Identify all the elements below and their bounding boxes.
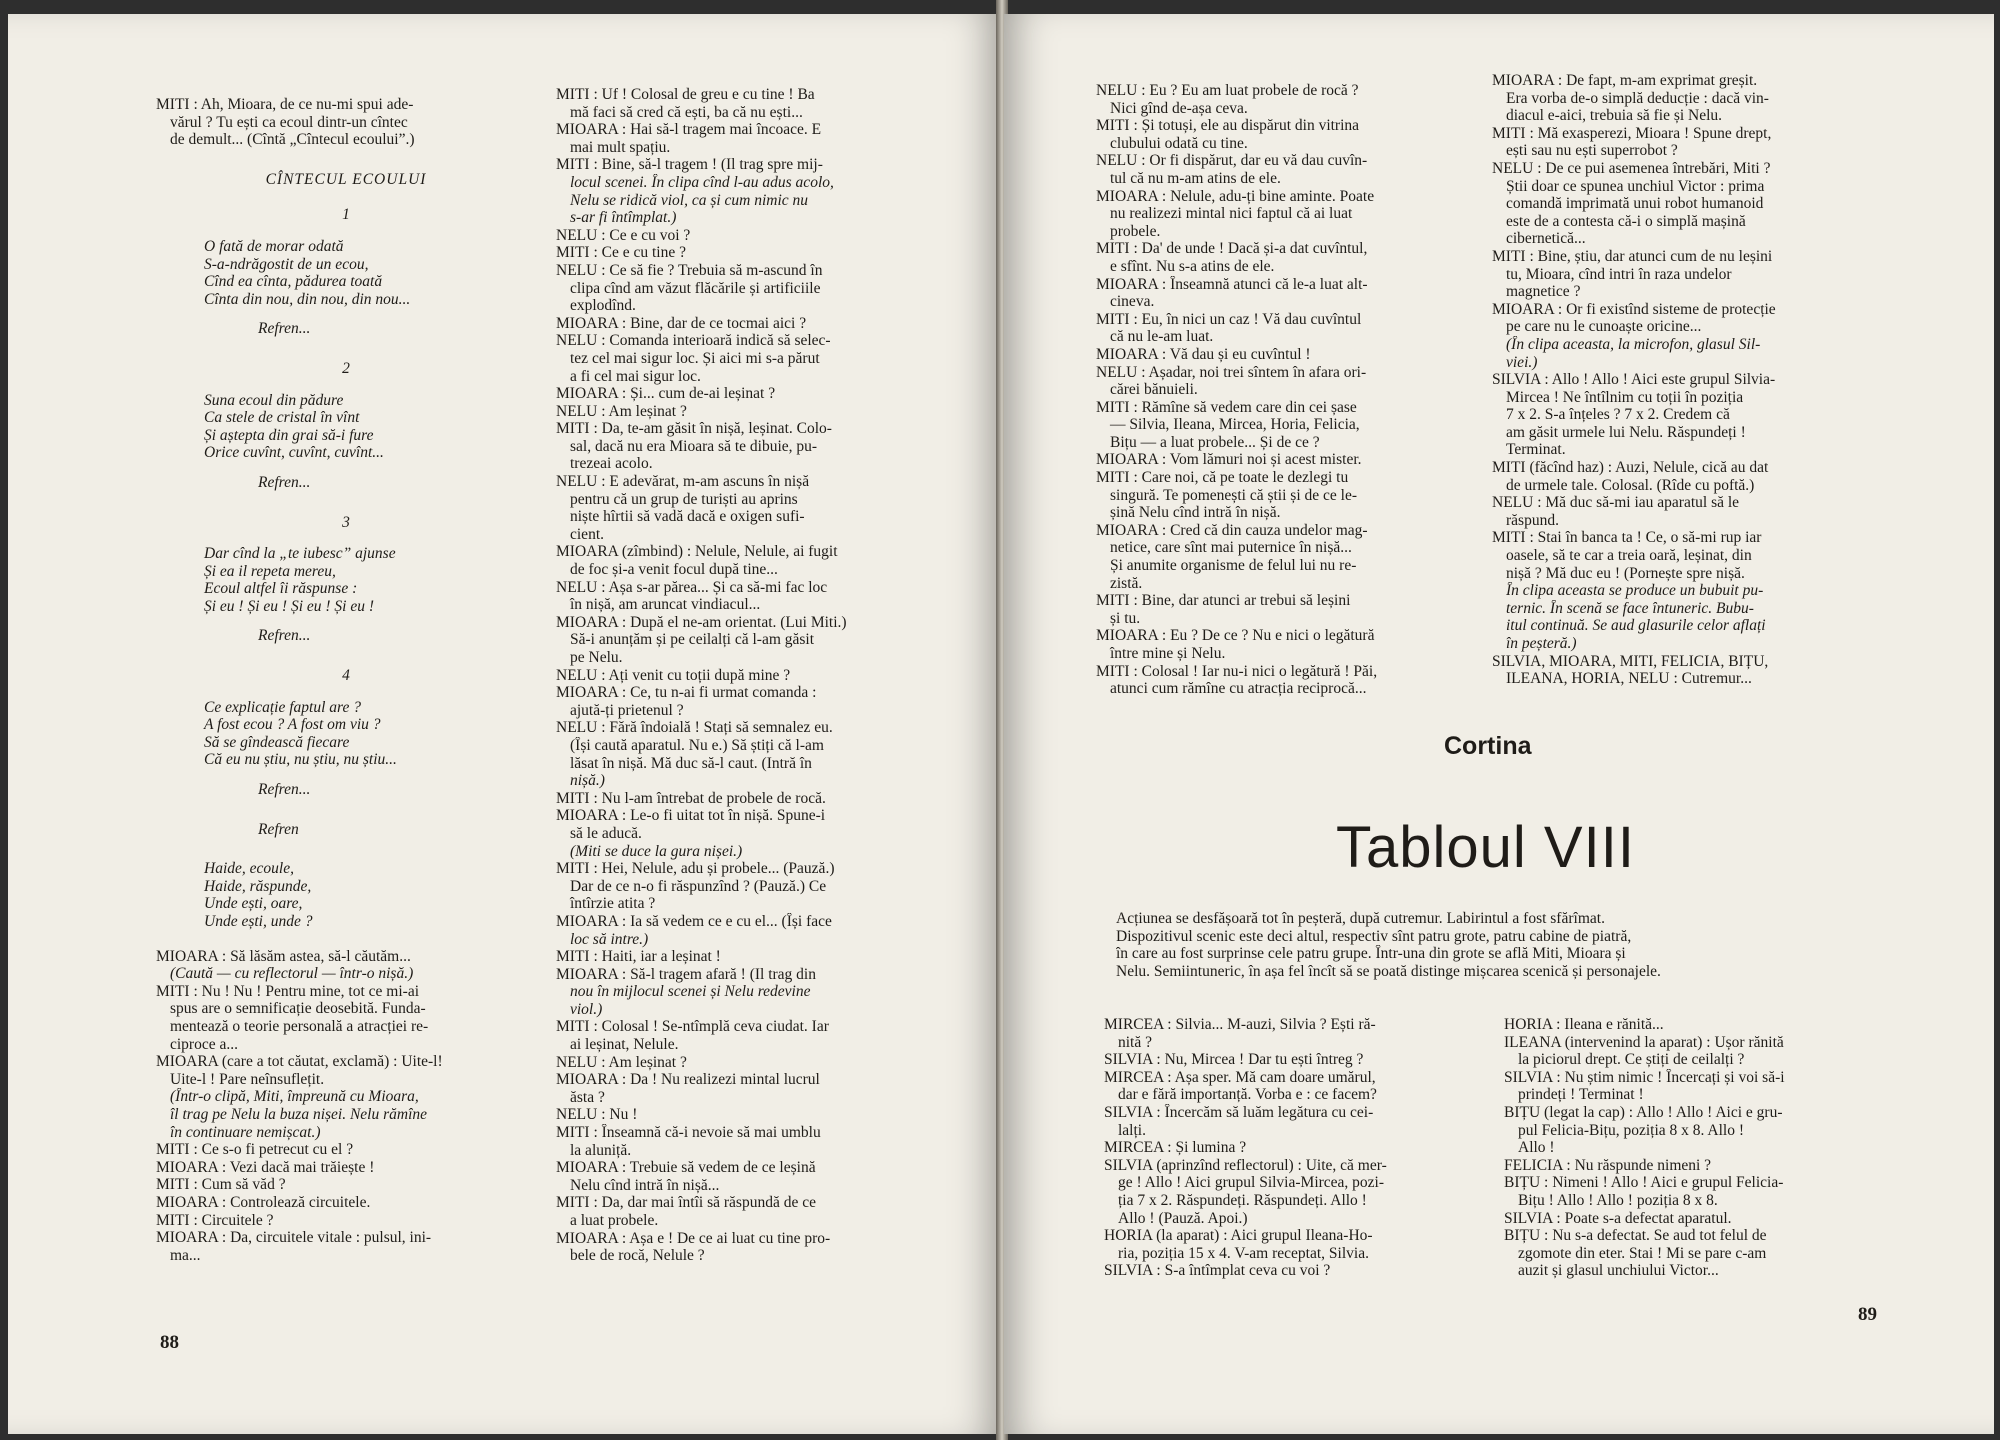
text-line: MITI (făcînd haz) : Auzi, Nelule, cică au dat bbox=[1492, 459, 1769, 477]
page-number-right: 89 bbox=[1858, 1304, 1877, 1325]
text-line: ai leșinat, Nelule. bbox=[570, 1036, 679, 1054]
poem-line: Să se gîndească fiecare bbox=[204, 733, 350, 751]
text-line: între mine și Nelu. bbox=[1110, 645, 1226, 662]
text-line: Allo ! bbox=[1518, 1139, 1555, 1157]
text-line: lăsat în nișă. Mă duc să-l caut. (Intră în bbox=[570, 754, 812, 772]
poem-line: Dar cînd la „te iubesc” ajunse bbox=[204, 545, 396, 563]
text-line: am găsit urmele lui Nelu. Răspundeți ! bbox=[1506, 423, 1746, 441]
text-line: cient. bbox=[570, 525, 604, 543]
text-line: clubului odată cu tine. bbox=[1110, 134, 1248, 152]
poem-line: A fost ecou ? A fost om viu ? bbox=[204, 716, 381, 734]
text-line: MIOARA : Eu ? De ce ? Nu e nici o legătură bbox=[1096, 627, 1375, 645]
text-line: de demult... (Cîntă „Cîntecul ecoului”.) bbox=[170, 131, 415, 149]
text-line: Terminat. bbox=[1506, 441, 1566, 459]
text-line: NELU : Așadar, noi trei sîntem în afara ori- bbox=[1096, 363, 1367, 381]
text-line: ge ! Allo ! Aici grupul Silvia-Mircea, pozi- bbox=[1118, 1174, 1385, 1192]
poem-line: S-a-ndrăgostit de un ecou, bbox=[204, 255, 369, 273]
text-line: de urmele tale. Colosal. (Rîde cu poftă.) bbox=[1506, 476, 1755, 494]
text-line: auzit și glasul unchiului Victor... bbox=[1518, 1262, 1719, 1280]
poem-line: Ca stele de cristal în vînt bbox=[204, 409, 360, 427]
left-page bbox=[8, 14, 1000, 1434]
tablou-heading: Tabloul VIII bbox=[1336, 815, 1635, 880]
text-line: lalți. bbox=[1118, 1121, 1146, 1139]
text-line: la aluniță. bbox=[570, 1141, 632, 1159]
text-line: nu realizezi mintal nici faptul că ai luat bbox=[1110, 205, 1353, 223]
text-line: în peșteră.) bbox=[1506, 635, 1577, 652]
text-line: MIOARA : Să lăsăm astea, să-l căutăm... bbox=[156, 947, 411, 965]
text-line: MIRCEA : Așa sper. Mă cam doare umărul, bbox=[1104, 1068, 1376, 1086]
right-column-4 bbox=[1504, 1016, 1884, 1280]
text-line: NELU : Am leșinat ? bbox=[556, 402, 687, 420]
text-line: nișă.) bbox=[570, 772, 605, 790]
text-line: șină Nelu cînd intră în nișă. bbox=[1110, 504, 1281, 522]
text-line: ești sau nu ești superrobot ? bbox=[1506, 142, 1678, 160]
text-line: MITI : Uf ! Colosal de greu e cu tine ! Ba bbox=[556, 86, 815, 103]
text-line: nou în mijlocul scenei și Nelu redevine bbox=[570, 983, 811, 1001]
text-line: MITI : Nu ! Nu ! Pentru mine, tot ce mi-ai bbox=[156, 982, 420, 1000]
text-line: (Miti se duce la gura nișei.) bbox=[570, 842, 743, 860]
text-line: MIOARA : După el ne-am orientat. (Lui Miti.) bbox=[556, 613, 847, 631]
stanza-number: 4 bbox=[342, 667, 350, 685]
intro-line: Dispozitivul scenic este deci altul, respectiv sînt patru grote, patru cabine de piatră, bbox=[1116, 927, 1632, 945]
text-line: MITI : Ce e cu tine ? bbox=[556, 244, 686, 262]
poem-line: O fată de morar odată bbox=[204, 237, 344, 255]
text-line: MIRCEA : Silvia... M-auzi, Silvia ? Ești ră- bbox=[1104, 1016, 1376, 1033]
text-line: (Caută — cu reflectorul — într-o nișă.) bbox=[170, 965, 414, 983]
refren-line: Unde ești, unde ? bbox=[204, 913, 313, 930]
text-line: MIOARA : Înseamnă atunci că le-a luat alt- bbox=[1096, 275, 1368, 293]
text-line: de foc și-a venit focul după tine... bbox=[570, 561, 778, 579]
left-column-2 bbox=[556, 86, 936, 1265]
song-title: CÎNTECUL ECOULUI bbox=[265, 170, 427, 188]
refren-title: Refren bbox=[258, 820, 299, 838]
text-line: MIOARA : Să-l tragem afară ! (Il trag din bbox=[556, 965, 816, 983]
text-line: pe care nu le cunoaște oricine... bbox=[1506, 318, 1702, 336]
text-line: (În clipa aceasta, la microfon, glasul Sil- bbox=[1506, 335, 1761, 353]
text-line: MIOARA : Hai să-l tragem mai încoace. E bbox=[556, 121, 822, 139]
text-line: ria, poziția 15 x 4. V-am receptat, Silvia. bbox=[1118, 1244, 1369, 1262]
refren-label: Refren... bbox=[258, 320, 311, 338]
text-line: Uite-l ! Pare neînsuflețit. bbox=[170, 1070, 325, 1088]
text-line: magnetice ? bbox=[1506, 283, 1581, 301]
refren-line: Haide, ecoule, bbox=[204, 860, 294, 878]
text-line: zistă. bbox=[1110, 574, 1143, 592]
text-line: nișă ? Mă duc eu ! (Pornește spre nișă. bbox=[1506, 564, 1745, 582]
text-line: MITI : Circuitele ? bbox=[156, 1211, 274, 1229]
spacer bbox=[156, 931, 536, 948]
text-line: MIOARA (zîmbind) : Nelule, Nelule, ai fugit bbox=[556, 543, 838, 561]
refren-label: Refren... bbox=[258, 627, 311, 645]
text-line: Nelu se ridică viol, ca și cum nimic nu bbox=[570, 191, 809, 209]
text-line: răspund. bbox=[1506, 511, 1559, 529]
poem-line: Suna ecoul din pădure bbox=[204, 391, 344, 409]
text-line: MITI : Mă exasperezi, Mioara ! Spune drept, bbox=[1492, 124, 1772, 142]
text-line: SILVIA (aprinzînd reflectorul) : Uite, că mer- bbox=[1104, 1156, 1387, 1174]
text-line: SILVIA : Încercăm să luăm legătura cu cei- bbox=[1104, 1103, 1374, 1121]
text-line: tul că nu m-am atins de ele. bbox=[1110, 169, 1281, 187]
text-line: itul continuă. Se aud glasurile celor aflați bbox=[1506, 617, 1766, 635]
text-line: 7 x 2. S-a înțeles ? 7 x 2. Credem că bbox=[1506, 406, 1730, 424]
scene-intro bbox=[1116, 910, 1866, 980]
text-line: MIOARA : De fapt, m-am exprimat greșit. bbox=[1492, 72, 1758, 89]
text-line: să le aducă. bbox=[570, 824, 642, 842]
text-line: ăsta ? bbox=[570, 1088, 605, 1106]
right-column-2 bbox=[1492, 72, 1872, 688]
text-line: MIOARA : Da ! Nu realizezi mintal lucrul bbox=[556, 1071, 820, 1089]
text-line: mentează o teorie personală a atracției re- bbox=[170, 1017, 429, 1035]
text-line: trezeai acolo. bbox=[570, 455, 653, 473]
text-line: cineva. bbox=[1110, 293, 1155, 311]
text-line: NELU : Or fi dispărut, dar eu vă dau cuvîn- bbox=[1096, 152, 1368, 170]
poem-line: Că eu nu știu, nu știu, nu știu... bbox=[204, 751, 397, 769]
text-line: MIRCEA : Și lumina ? bbox=[1104, 1139, 1247, 1157]
left-column-1 bbox=[156, 96, 536, 1264]
text-line: În clipa aceasta se produce un bubuit pu- bbox=[1506, 582, 1764, 600]
text-line: netice, care sînt mai puternice în nișă... bbox=[1110, 539, 1352, 557]
text-line: MITI : Rămîne să vedem care din cei șase bbox=[1096, 398, 1357, 416]
poem-line: Ecoul altfel îi răspunse : bbox=[204, 580, 358, 598]
text-line: NELU : Așa s-ar părea... Și ca să-mi fac loc bbox=[556, 578, 828, 596]
text-line: MIOARA : Și... cum de-ai leșinat ? bbox=[556, 385, 776, 403]
text-line: MIOARA : Trebuie să vedem de ce leșină bbox=[556, 1159, 816, 1177]
text-line: MITI : Bine, dar atunci ar trebui să leșini bbox=[1096, 592, 1351, 610]
text-line: MIOARA : Or fi existînd sisteme de protecție bbox=[1492, 300, 1776, 318]
stanza-number: 3 bbox=[342, 513, 350, 531]
text-line: MITI : Ce s-o fi petrecut cu el ? bbox=[156, 1141, 354, 1159]
text-line: SILVIA : Nu știm nimic ! Încercați și voi să-i bbox=[1504, 1068, 1785, 1086]
text-line: dar e fără importanță. Vorba e : ce facem? bbox=[1118, 1086, 1377, 1104]
text-line: NELU : Fără îndoială ! Stați să semnalez eu. bbox=[556, 719, 833, 737]
intro-line: în care au fost surprinse cele patru grupe. Într-una din grote se află Miti, Mioara și bbox=[1116, 945, 1626, 963]
text-line: MIOARA : Nelule, adu-ți bine aminte. Poate bbox=[1096, 187, 1375, 205]
text-line: Nici gînd de-așa ceva. bbox=[1110, 99, 1248, 117]
text-line: mai mult spațiu. bbox=[570, 138, 671, 156]
text-line: Nelu cînd intră în nișă... bbox=[570, 1176, 720, 1194]
text-line: MITI : Și totuși, ele au dispărut din vitrina bbox=[1096, 117, 1360, 135]
text-line: MITI : Hei, Nelule, adu și probele... (Pauză.) bbox=[556, 860, 835, 878]
text-line: a fi cel mai sigur loc. bbox=[570, 367, 701, 385]
text-line: în nișă, am aruncat vindiacul... bbox=[570, 596, 761, 614]
text-line: NELU : Ce să fie ? Trebuia să m-ascund în bbox=[556, 261, 823, 279]
text-line: tez cel mai sigur loc. Și aici mi s-a părut bbox=[570, 349, 820, 367]
text-line: NELU : Ce e cu voi ? bbox=[556, 226, 691, 244]
text-line: este de a contesta că-i o simplă mașină bbox=[1506, 212, 1746, 230]
text-line: MIOARA : Așa e ! De ce ai luat cu tine pro- bbox=[556, 1229, 831, 1247]
text-line: Și anumite organisme de felul lui nu re- bbox=[1110, 557, 1357, 575]
text-line: Știi doar ce spunea unchiul Victor : prima bbox=[1506, 177, 1765, 195]
text-line: Bițu ! Allo ! Allo ! poziția 8 x 8. bbox=[1518, 1191, 1718, 1209]
text-line: niște hîrtii să vadă dacă e oxigen sufi- bbox=[570, 508, 805, 526]
text-line: că nu le-am luat. bbox=[1110, 328, 1214, 346]
text-line: BIȚU (legat la cap) : Allo ! Allo ! Aici e gru- bbox=[1504, 1103, 1783, 1121]
text-line: NELU : Am leșinat ? bbox=[556, 1053, 687, 1071]
text-line: cibernetică... bbox=[1506, 230, 1586, 248]
refren-label: Refren... bbox=[258, 473, 311, 491]
text-line: MITI : Bine, să-l tragem ! (Il trag spre mij- bbox=[556, 156, 823, 174]
text-line: bele de rocă, Nelule ? bbox=[570, 1247, 705, 1265]
poem-line: Și aștepta din grai să-i fure bbox=[204, 426, 374, 444]
text-line: ciproce a... bbox=[170, 1035, 238, 1053]
text-line: MITI : Colosal ! Se-ntîmplă ceva ciudat. Iar bbox=[556, 1018, 829, 1036]
text-line: mă faci să cred că ești, ba că nu ești... bbox=[570, 103, 803, 121]
text-line: HORIA : Ileana e rănită... bbox=[1504, 1016, 1664, 1033]
text-line: SILVIA : Nu, Mircea ! Dar tu ești întreg ? bbox=[1104, 1051, 1364, 1069]
text-line: pe Nelu. bbox=[570, 649, 623, 666]
text-line: BIȚU : Nu s-a defectat. Se aud tot felul de bbox=[1504, 1227, 1767, 1245]
text-line: locul scenei. În clipa cînd l-au adus acolo, bbox=[570, 173, 834, 191]
right-page bbox=[1004, 14, 1994, 1434]
text-line: MITI : Colosal ! Iar nu-i nici o legătură ! Păi, bbox=[1096, 662, 1378, 680]
text-line: MITI : Haiti, iar a leșinat ! bbox=[556, 948, 721, 966]
text-line: NELU : Nu ! bbox=[556, 1106, 638, 1124]
text-line: MITI : Nu l-am întrebat de probele de rocă. bbox=[556, 789, 826, 807]
text-line: MITI : Da, dar mai întîi să răspundă de ce bbox=[556, 1194, 816, 1212]
text-line: MITI : Eu, în nici un caz ! Vă dau cuvîntul bbox=[1096, 310, 1362, 328]
text-line: MIOARA : Ce, tu n-ai fi urmat comanda : bbox=[556, 684, 817, 702]
text-line: e sfînt. Nu s-a atins de ele. bbox=[1110, 257, 1275, 275]
text-line: în continuare nemișcat.) bbox=[170, 1123, 321, 1141]
poem-line: Și ea il repeta mereu, bbox=[204, 562, 336, 580]
stanza-number: 1 bbox=[342, 206, 350, 224]
text-line: viol.) bbox=[570, 1000, 603, 1018]
text-line: Allo ! (Pauză. Apoi.) bbox=[1118, 1209, 1248, 1227]
text-line: BIȚU : Nimeni ! Allo ! Aici e grupul Felicia- bbox=[1504, 1174, 1784, 1192]
text-line: MITI : Înseamnă că-i nevoie să mai umblu bbox=[556, 1124, 821, 1142]
text-line: MITI : Da, te-am găsit în nișă, leșinat. Colo- bbox=[556, 420, 832, 438]
refren-line: Unde ești, oare, bbox=[204, 895, 303, 913]
text-line: ILEANA (intervenind la aparat) : Ușor rănită bbox=[1504, 1033, 1784, 1051]
text-line: Să-i anunțăm și pe ceilalți că l-am găsit bbox=[570, 631, 815, 649]
text-line: MIOARA : Ia să vedem ce e cu el... (Își face bbox=[556, 912, 832, 930]
text-line: SILVIA, MIOARA, MITI, FELICIA, BIȚU, bbox=[1492, 652, 1769, 670]
text-line: ția 7 x 2. Răspundeți. Răspundeți. Allo ! bbox=[1118, 1191, 1367, 1209]
text-line: MIOARA : Controlează circuitele. bbox=[156, 1193, 371, 1211]
text-line: pentru că un grup de turiști au aprins bbox=[570, 490, 798, 508]
text-line: MITI : Care noi, că pe toate le dezlegi tu bbox=[1096, 469, 1349, 487]
text-line: a luat probele. bbox=[570, 1212, 659, 1229]
text-line: MIOARA : Le-o fi uitat tot în nișă. Spune-i bbox=[556, 807, 826, 825]
text-line: NELU : E adevărat, m-am ascuns în nișă bbox=[556, 473, 810, 491]
poem-line: Orice cuvînt, cuvînt, cuvînt... bbox=[204, 444, 384, 462]
refren-line: Haide, răspunde, bbox=[204, 877, 312, 895]
text-line: probele. bbox=[1110, 222, 1161, 240]
text-line: MIOARA : Vom lămuri noi și acest mister. bbox=[1096, 451, 1362, 469]
text-line: Mircea ! Ne întîlnim cu toții în poziția bbox=[1506, 388, 1744, 406]
text-line: spus are o semnificație deosebită. Funda- bbox=[170, 1000, 426, 1018]
text-line: Bițu — a luat probele... Și de ce ? bbox=[1110, 433, 1320, 451]
text-line: MIOARA : Cred că din cauza undelor mag- bbox=[1096, 521, 1368, 539]
text-line: ILEANA, HORIA, NELU : Cutremur... bbox=[1506, 670, 1752, 688]
text-line: atunci cum rămîne cu atracția reciprocă... bbox=[1110, 680, 1367, 698]
text-line: vărul ? Tu ești ca ecoul dintr-un cîntec bbox=[170, 113, 408, 131]
text-line: SILVIA : S-a întîmplat ceva cu voi ? bbox=[1104, 1262, 1331, 1280]
text-line: tu, Mioara, cînd intri în raza undelor bbox=[1506, 265, 1732, 283]
text-line: NELU : Mă duc să-mi iau aparatul să le bbox=[1492, 494, 1740, 512]
text-line: — Silvia, Ileana, Mircea, Horia, Felicia, bbox=[1110, 416, 1360, 434]
text-line: comandă imprimată unui robot humanoid bbox=[1506, 195, 1764, 213]
text-line: la piciorul drept. Ce știți de ceilalți ? bbox=[1518, 1051, 1745, 1069]
text-line: explodînd. bbox=[570, 297, 636, 315]
text-line: diacul e-aici, trebuia să fie și Nelu. bbox=[1506, 107, 1723, 125]
text-line: singură. Te pomenești că știi și de ce le- bbox=[1110, 486, 1357, 504]
text-line: s-ar fi întîmplat.) bbox=[570, 209, 677, 227]
right-column-3 bbox=[1104, 1016, 1484, 1280]
text-line: NELU : Eu ? Eu am luat probele de rocă ? bbox=[1096, 82, 1359, 99]
text-line: loc să intre.) bbox=[570, 930, 649, 948]
text-line: Era vorba de-o simplă deducție : dacă vin- bbox=[1506, 89, 1769, 107]
poem-line: Și eu ! Și eu ! Și eu ! Și eu ! bbox=[204, 597, 375, 615]
text-line: NELU : De ce pui asemenea întrebări, Miti ? bbox=[1492, 159, 1771, 177]
text-line: nită ? bbox=[1118, 1033, 1152, 1051]
text-line: (Într-o clipă, Miti, împreună cu Mioara, bbox=[170, 1088, 419, 1106]
poem-line: Cînd ea cînta, pădurea toată bbox=[204, 273, 383, 291]
text-line: MITI : Ah, Mioara, de ce nu-mi spui ade- bbox=[156, 96, 414, 113]
intro-line: Acțiunea se desfășoară tot în peșteră, după cutremur. Labirintul a fost sfărîmat. bbox=[1116, 910, 1605, 927]
text-line: ternic. În scenă se face întuneric. Bubu- bbox=[1506, 599, 1754, 617]
stanza-number: 2 bbox=[342, 359, 350, 377]
text-line: NELU : Comanda interioară indică să selec- bbox=[556, 332, 831, 350]
refren-label: Refren... bbox=[258, 781, 311, 799]
text-line: MIOARA : Vezi dacă mai trăiește ! bbox=[156, 1158, 375, 1176]
text-line: NELU : Ați venit cu toții după mine ? bbox=[556, 666, 791, 684]
text-line: sal, dacă nu era Mioara să te dibuie, pu- bbox=[570, 437, 818, 455]
right-column-1 bbox=[1096, 82, 1476, 698]
text-line: îl trag pe Nelu la buza nișei. Nelu rămîne bbox=[170, 1105, 428, 1123]
text-line: întîrzie atita ? bbox=[570, 895, 656, 913]
poem-line: Cînta din nou, din nou, din nou... bbox=[204, 290, 411, 308]
text-line: Dar de ce n-o fi răspunzînd ? (Pauză.) Ce bbox=[570, 877, 827, 895]
text-line: MITI : Da' de unde ! Dacă și-a dat cuvîntul, bbox=[1096, 240, 1368, 258]
text-line: ma... bbox=[170, 1246, 201, 1264]
cortina-heading: Cortina bbox=[1444, 732, 1532, 760]
text-line: MITI : Bine, știu, dar atunci cum de nu leșini bbox=[1492, 247, 1773, 265]
text-line: SILVIA : Allo ! Allo ! Aici este grupul Silvia- bbox=[1492, 371, 1776, 389]
text-line: zgomote din eter. Stai ! Mi se pare c-am bbox=[1518, 1244, 1767, 1262]
poem-line: Ce explicație faptul are ? bbox=[204, 698, 361, 716]
text-line: MIOARA : Da, circuitele vitale : pulsul, ini- bbox=[156, 1229, 432, 1247]
text-line: MIOARA : Bine, dar de ce tocmai aici ? bbox=[556, 314, 807, 332]
text-line: MITI : Stai în banca ta ! Ce, o să-mi rup iar bbox=[1492, 529, 1762, 547]
text-line: (Își caută aparatul. Nu e.) Să știți că l-am bbox=[570, 736, 824, 754]
text-line: pul Felicia-Bițu, poziția 8 x 8. Allo ! bbox=[1518, 1121, 1745, 1139]
text-line: cărei bănuieli. bbox=[1110, 381, 1198, 399]
text-line: oasele, să te car a treia oară, leșinat, din bbox=[1506, 547, 1752, 565]
text-line: și tu. bbox=[1110, 609, 1141, 627]
text-line: SILVIA : Poate s-a defectat aparatul. bbox=[1504, 1209, 1732, 1227]
text-line: MIOARA : Vă dau și eu cuvîntul ! bbox=[1096, 345, 1311, 363]
text-line: clipa cînd am văzut flăcările și artificiile bbox=[570, 279, 821, 297]
text-line: HORIA (la aparat) : Aici grupul Ileana-Ho- bbox=[1104, 1227, 1373, 1245]
text-line: MIOARA (care a tot căutat, exclamă) : Uite-l! bbox=[156, 1053, 443, 1071]
text-line: viei.) bbox=[1506, 353, 1538, 371]
text-line: FELICIA : Nu răspunde nimeni ? bbox=[1504, 1156, 1712, 1174]
text-line: ajută-ți prietenul ? bbox=[570, 701, 684, 719]
intro-line: Nelu. Semiintuneric, în așa fel încît să se poată distinge mișcarea scenică și personajele. bbox=[1116, 962, 1661, 980]
text-line: MITI : Cum să văd ? bbox=[156, 1176, 286, 1194]
text-line: prindeți ! Terminat ! bbox=[1518, 1086, 1644, 1104]
page-number-left: 88 bbox=[160, 1332, 179, 1353]
